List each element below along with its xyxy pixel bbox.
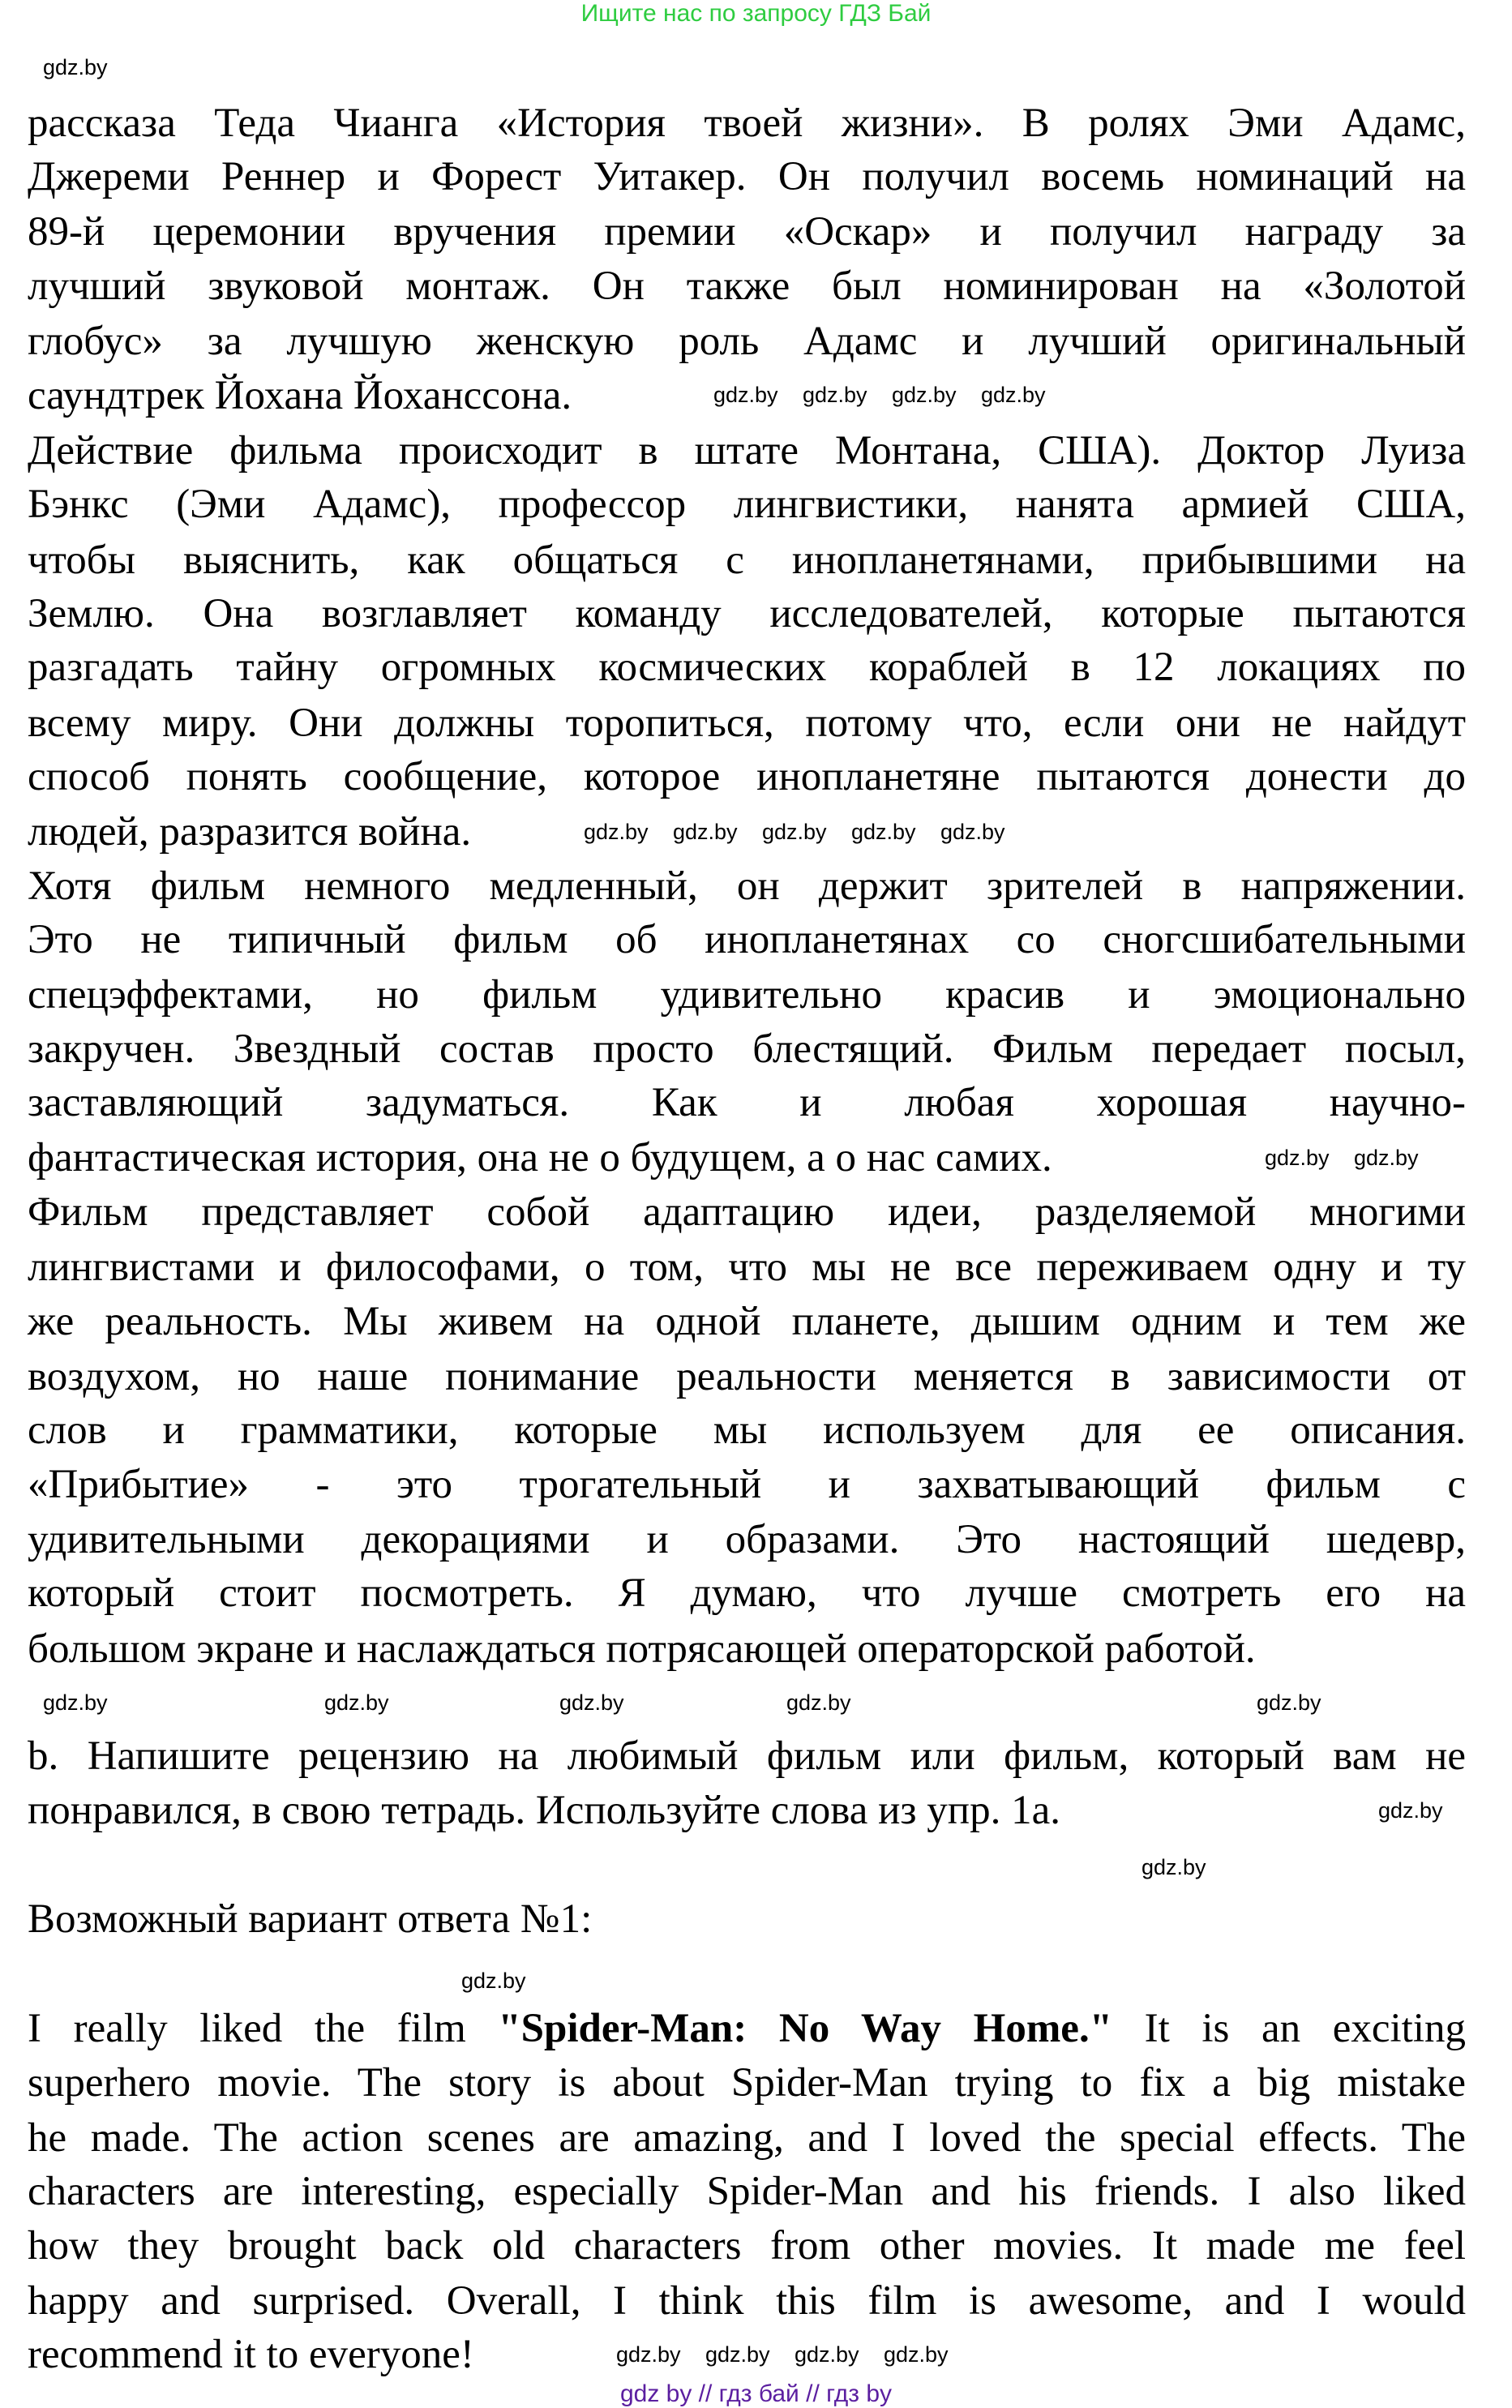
text-line: Хотя фильм немного медленный, он держит зрителей в напряжении. [28,863,1466,909]
text-line: лингвистами и философами, о том, что мы не все переживаем одну и ту [28,1245,1466,1290]
text-line: глобус» за лучшую женскую роль Адамс и лучший оригинальный [28,319,1466,364]
gdz-watermark: gdz.by [43,1690,108,1715]
gdz-watermark: gdz.by [762,820,827,844]
gdz-watermark: gdz.by [43,55,108,79]
gdz-watermark: gdz.by [1265,1146,1330,1170]
text-line: characters are interesting, especially Spider-Man and his friends. I also liked [28,2169,1466,2214]
gdz-watermark: gdz.by [795,2342,859,2367]
gdz-watermark: gdz.by [584,820,649,844]
text-line: «Прибытие» - это трогательный и захватывающий фильм с [28,1462,1466,1507]
gdz-watermark: gdz.by [851,820,916,844]
gdz-watermark: gdz.by [1257,1690,1321,1715]
text-line: спецэффектами, но фильм удивительно красив и эмоционально [28,972,1466,1018]
text-line: Бэнкс (Эми Адамс), профессор лингвистики, нанята армией США, [28,482,1466,527]
gdz-watermark: gdz.by [1141,1855,1206,1879]
gdz-watermark: gdz.by [981,383,1046,407]
text-line: людей, разразится война. [28,809,472,855]
text-line: recommend it to everyone! [28,2332,474,2377]
text-line: Возможный вариант ответа №1: [28,1896,593,1942]
gdz-watermark: gdz.by [803,383,867,407]
search-hint-banner: Ищите нас по запросу ГДЗ Бай [580,0,932,27]
text-segment: It is an exciting [1112,2006,1466,2051]
text-line: Джереми Реннер и Форест Уитакер. Он получил восемь номинаций на [28,154,1466,199]
text-line: Это не типичный фильм об инопланетянах со сногсшибательными [28,917,1466,962]
footer-watermark-banner: gdz by // гдз бай // гдз by [619,2380,893,2407]
text-line: который стоит посмотреть. Я думаю, что лучше смотреть его на [28,1570,1466,1616]
text-line: способ понять сообщение, которое инопланетяне пытаются донести до [28,754,1466,799]
text-line: воздухом, но наше понимание реальности меняется в зависимости от [28,1354,1466,1399]
text-line: разгадать тайну огромных космических кораблей в 12 локациях по [28,645,1466,690]
gdz-watermark: gdz.by [673,820,738,844]
text-line: superhero movie. The story is about Spider-Man trying to fix a big mistake [28,2060,1466,2106]
gdz-watermark: gdz.by [324,1690,389,1715]
gdz-watermark: gdz.by [786,1690,851,1715]
text-segment: I really liked the film [28,2006,499,2051]
text-line: b. Напишите рецензию на любимый фильм или фильм, который вам не [28,1733,1466,1779]
text-line: happy and surprised. Overall, I think this film is awesome, and I would [28,2278,1466,2324]
text-line: 89-й церемонии вручения премии «Оскар» и получил награду за [28,209,1466,255]
gdz-watermark: gdz.by [892,383,957,407]
gdz-watermark: gdz.by [616,2342,681,2367]
text-line: Действие фильма происходит в штате Монтана, США). Доктор Луиза [28,428,1466,473]
gdz-watermark: gdz.by [461,1969,526,1993]
text-line: чтобы выяснить, как общаться с инопланетянами, прибывшими на [28,538,1466,583]
text-line: удивительными декорациями и образами. Это настоящий шедевр, [28,1517,1466,1562]
text-line: большом экране и наслаждаться потрясающей операторской работой. [28,1626,1256,1672]
text-line: Землю. Она возглавляет команду исследователей, которые пытаются [28,591,1466,636]
text-line: рассказа Теда Чианга «История твоей жизни». В ролях Эми Адамс, [28,101,1466,146]
text-line: how they brought back old characters from other movies. It made me feel [28,2223,1466,2269]
text-line: лучший звуковой монтаж. Он также был номинирован на «Золотой [28,264,1466,309]
text-line: заставляющий задуматься. Как и любая хорошая научно- [28,1080,1466,1125]
text-line: всему миру. Они должны торопиться, потому что, если они не найдут [28,701,1466,746]
gdz-watermark: gdz.by [1354,1146,1419,1170]
gdz-watermark: gdz.by [1378,1798,1443,1823]
text-line: Фильм представляет собой адаптацию идеи, разделяемой многими [28,1189,1466,1235]
text-line: саундтрек Йохана Йоханссона. [28,373,572,418]
text-line: понравился, в свою тетрадь. Используйте слова из упр. 1а. [28,1788,1060,1833]
text-line: же реальность. Мы живем на одной планете, дышим одним и тем же [28,1299,1466,1344]
gdz-watermark: gdz.by [884,2342,949,2367]
gdz-watermark: gdz.by [559,1690,624,1715]
film-title: "Spider-Man: No Way Home." [498,2006,1113,2051]
text-line: фантастическая история, она не о будущем, а о нас самих. [28,1135,1052,1180]
gdz-watermark: gdz.by [713,383,778,407]
text-line [28,2006,1466,2051]
text-line: he made. The action scenes are amazing, and I loved the special effects. The [28,2115,1466,2161]
text-line: закручен. Звездный состав просто блестящий. Фильм передает посыл, [28,1026,1466,1072]
text-line: слов и грамматики, которые мы используем для ее описания. [28,1408,1466,1453]
gdz-watermark: gdz.by [705,2342,770,2367]
gdz-watermark: gdz.by [940,820,1005,844]
